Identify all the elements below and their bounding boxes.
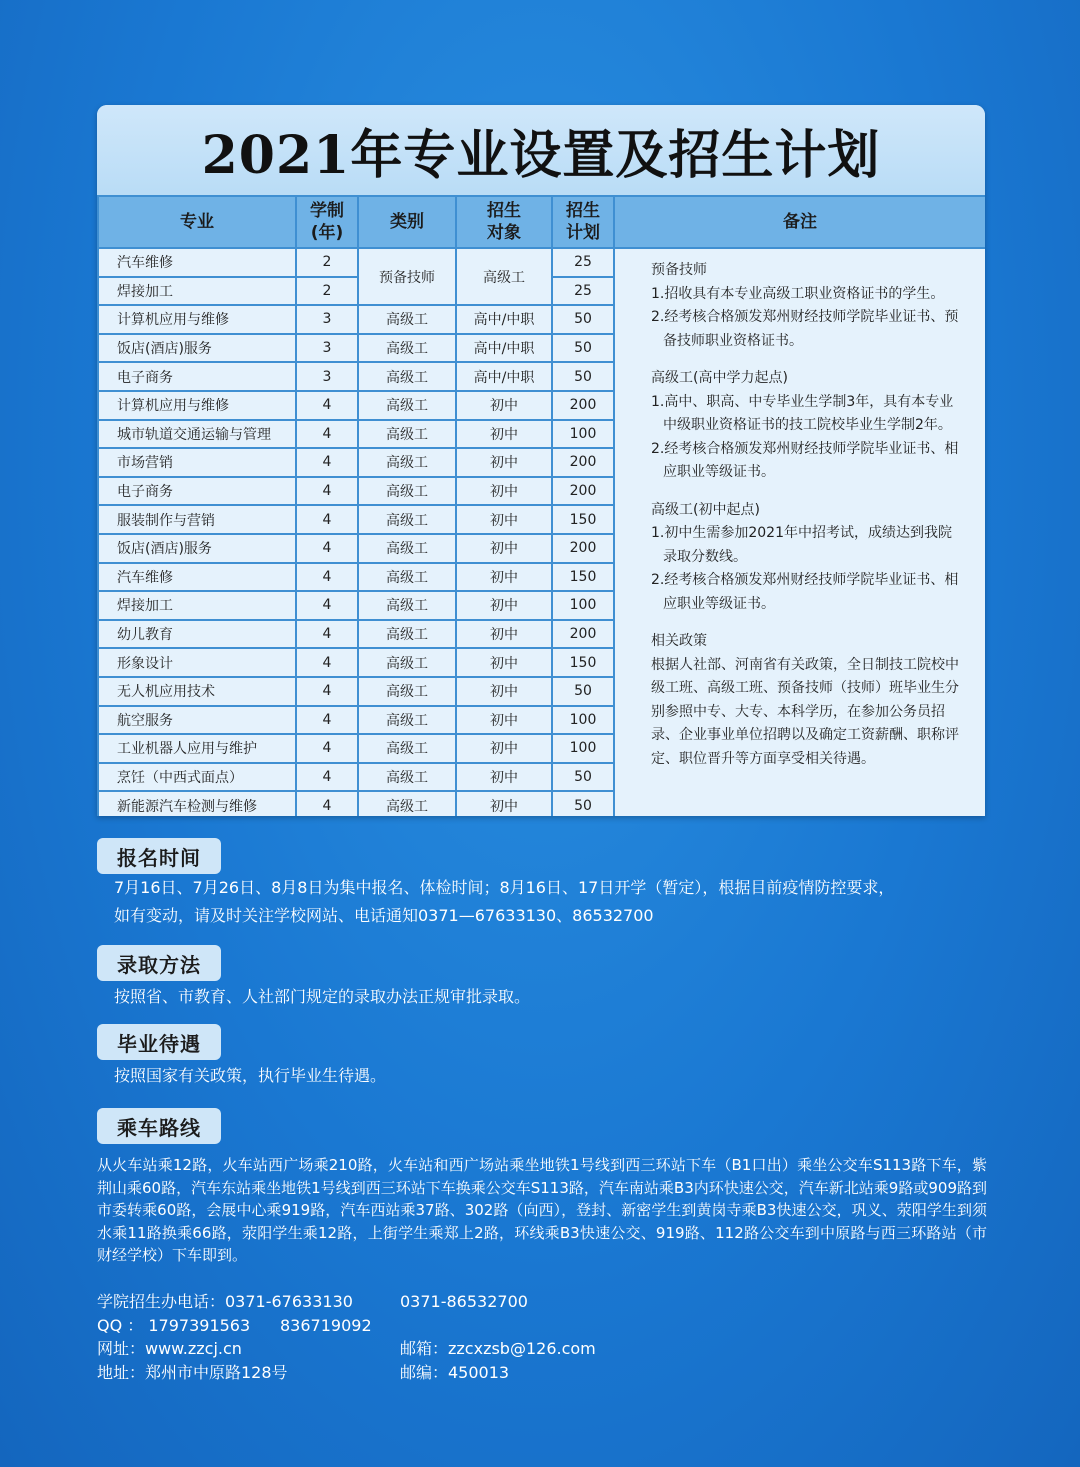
graduation-text: 按照国家有关政策，执行毕业生待遇。 xyxy=(114,1066,387,1085)
note-heading: 高级工(初中起点) xyxy=(651,501,760,518)
contact-info xyxy=(97,1290,596,1384)
cell-category: 高级工 xyxy=(358,591,456,620)
cell-duration: 2 xyxy=(296,248,358,277)
cell-duration: 3 xyxy=(296,362,358,391)
cell-quota: 25 xyxy=(552,277,614,306)
cell-target: 初中 xyxy=(456,563,552,592)
cell-category: 高级工 xyxy=(358,791,456,816)
note-item: 1.高中、职高、中专毕业生学制3年，具有本专业中级职业资格证书的技工院校毕业生学制2年。 xyxy=(651,393,954,433)
cell-category: 高级工 xyxy=(358,706,456,735)
registration-line-2: 如有变动，请及时关注学校网站、电话通知0371—67633130、86532700 xyxy=(114,906,654,925)
cell-target: 初中 xyxy=(456,391,552,420)
cell-quota: 200 xyxy=(552,391,614,420)
cell-category: 高级工 xyxy=(358,391,456,420)
cell-category: 高级工 xyxy=(358,362,456,391)
cell-major: 烹饪（中西式面点） xyxy=(98,763,296,792)
header-major: 专业 xyxy=(98,196,296,248)
admission-label: 录取方法 xyxy=(97,945,221,981)
cell-duration: 4 xyxy=(296,391,358,420)
table-row xyxy=(98,248,985,277)
cell-major: 电子商务 xyxy=(98,477,296,506)
cell-target: 初中 xyxy=(456,763,552,792)
note-item: 2.经考核合格颁发郑州财经技师学院毕业证书、相应职业等级证书。 xyxy=(651,572,959,612)
cell-category: 高级工 xyxy=(358,477,456,506)
cell-major: 形象设计 xyxy=(98,648,296,677)
cell-duration: 4 xyxy=(296,734,358,763)
header-notes: 备注 xyxy=(614,196,985,248)
cell-quota: 100 xyxy=(552,591,614,620)
notes-cell xyxy=(614,248,985,816)
cell-target: 初中 xyxy=(456,677,552,706)
header-category: 类别 xyxy=(358,196,456,248)
cell-quota: 200 xyxy=(552,477,614,506)
cell-duration: 2 xyxy=(296,277,358,306)
cell-duration: 4 xyxy=(296,620,358,649)
cell-quota: 25 xyxy=(552,248,614,277)
cell-duration: 3 xyxy=(296,334,358,363)
enrollment-table xyxy=(97,195,985,816)
admissions-phone: 学院招生办电话：0371-67633130 xyxy=(97,1292,353,1311)
cell-major: 焊接加工 xyxy=(98,277,296,306)
qq-number-2: 836719092 xyxy=(280,1315,372,1335)
cell-major: 无人机应用技术 xyxy=(98,677,296,706)
cell-target: 初中 xyxy=(456,734,552,763)
cell-major: 幼儿教育 xyxy=(98,620,296,649)
cell-major: 市场营销 xyxy=(98,448,296,477)
cell-category: 高级工 xyxy=(358,305,456,334)
cell-duration: 4 xyxy=(296,420,358,449)
postcode: 邮编：450013 xyxy=(400,1362,510,1382)
cell-category: 高级工 xyxy=(358,734,456,763)
cell-target: 高级工 xyxy=(456,248,552,305)
route-label: 乘车路线 xyxy=(97,1108,221,1144)
cell-major: 新能源汽车检测与维修 xyxy=(98,791,296,816)
cell-target: 高中/中职 xyxy=(456,362,552,391)
cell-quota: 150 xyxy=(552,648,614,677)
cell-major: 汽车维修 xyxy=(98,563,296,592)
registration-label: 报名时间 xyxy=(97,838,221,874)
cell-quota: 50 xyxy=(552,763,614,792)
cell-target: 初中 xyxy=(456,420,552,449)
cell-category: 预备技师 xyxy=(358,248,456,305)
table-header-row xyxy=(98,196,985,248)
cell-major: 电子商务 xyxy=(98,362,296,391)
cell-quota: 200 xyxy=(552,620,614,649)
cell-target: 初中 xyxy=(456,534,552,563)
email: 邮箱：zzcxzsb@126.com xyxy=(400,1339,596,1358)
cell-quota: 50 xyxy=(552,305,614,334)
cell-category: 高级工 xyxy=(358,677,456,706)
note-item: 根据人社部、河南省有关政策，全日制技工院校中级工班、高级工班、预备技师（技师）班毕业生分别参照中专、大专、本科学历，在参加公务员招录、企业事业单位招聘以及确定工资薪酬、职称评定、职位晋升等方面享受相关待遇。 xyxy=(651,656,959,767)
website: 网址：www.zzcj.cn xyxy=(97,1339,242,1358)
route-text: 从火车站乘12路，火车站西广场乘210路，火车站和西广场站乘坐地铁1号线到西三环站下车（B1口出）乘坐公交车S113路下车，紫荆山乘60路，汽车东站乘坐地铁1号线到西三环站下车换乘公交车S113路，汽车南站乘B3内环快速公交，汽车新北站乘9路或909路到市委转乘60路，会展中心乘919路，汽车西站乘37路、302路（向西），登封、新密学生到黄岗寺乘B3快速公交，巩义、荥阳学生到须水乘11路换乘66路，荥阳学生乘12路，上街学生乘郑上2路，环线乘B3快速公交、919路、112路公交车到中原路与西三环路站（市财经学校）下车即到。 xyxy=(97,1156,987,1264)
registration-text xyxy=(114,874,894,930)
cell-duration: 4 xyxy=(296,477,358,506)
cell-quota: 100 xyxy=(552,706,614,735)
cell-quota: 50 xyxy=(552,334,614,363)
cell-target: 高中/中职 xyxy=(456,334,552,363)
cell-quota: 150 xyxy=(552,563,614,592)
cell-target: 高中/中职 xyxy=(456,305,552,334)
cell-target: 初中 xyxy=(456,477,552,506)
cell-category: 高级工 xyxy=(358,334,456,363)
registration-line-1: 7月16日、7月26日、8月8日为集中报名、体检时间；8月16日、17日开学（暂定），根据目前疫情防控要求， xyxy=(114,878,895,897)
note-heading: 高级工(高中学力起点) xyxy=(651,370,788,386)
cell-category: 高级工 xyxy=(358,620,456,649)
cell-target: 初中 xyxy=(456,706,552,735)
cell-quota: 100 xyxy=(552,734,614,763)
cell-target: 初中 xyxy=(456,791,552,816)
cell-major: 饭店(酒店)服务 xyxy=(98,534,296,563)
cell-major: 饭店(酒店)服务 xyxy=(98,334,296,363)
cell-major: 工业机器人应用与维护 xyxy=(98,734,296,763)
cell-quota: 50 xyxy=(552,362,614,391)
cell-quota: 200 xyxy=(552,534,614,563)
cell-major: 计算机应用与维修 xyxy=(98,305,296,334)
graduation-label: 毕业待遇 xyxy=(97,1024,221,1060)
address: 地址：郑州市中原路128号 xyxy=(97,1362,288,1382)
cell-duration: 4 xyxy=(296,791,358,816)
cell-major: 城市轨道交通运输与管理 xyxy=(98,420,296,449)
cell-quota: 200 xyxy=(552,448,614,477)
cell-target: 初中 xyxy=(456,620,552,649)
cell-duration: 4 xyxy=(296,648,358,677)
cell-target: 初中 xyxy=(456,505,552,534)
header-target: 招生 对象 xyxy=(456,196,552,248)
cell-target: 初中 xyxy=(456,448,552,477)
cell-category: 高级工 xyxy=(358,563,456,592)
cell-category: 高级工 xyxy=(358,534,456,563)
cell-major: 汽车维修 xyxy=(98,248,296,277)
cell-category: 高级工 xyxy=(358,505,456,534)
cell-quota: 100 xyxy=(552,420,614,449)
cell-quota: 50 xyxy=(552,677,614,706)
cell-duration: 4 xyxy=(296,677,358,706)
cell-target: 初中 xyxy=(456,648,552,677)
note-item: 2.经考核合格颁发郑州财经技师学院毕业证书、相应职业等级证书。 xyxy=(651,440,959,480)
admissions-phone-2: 0371-86532700 xyxy=(400,1292,528,1311)
cell-quota: 50 xyxy=(552,791,614,816)
qq-number: QQ ： 1797391563 xyxy=(97,1315,251,1335)
note-item: 1.招收具有本专业高级工职业资格证书的学生。 xyxy=(651,285,945,302)
note-heading: 相关政策 xyxy=(651,633,707,649)
cell-duration: 4 xyxy=(296,563,358,592)
enrollment-plan-card xyxy=(97,105,985,816)
cell-duration: 4 xyxy=(296,534,358,563)
cell-duration: 4 xyxy=(296,591,358,620)
cell-major: 航空服务 xyxy=(98,706,296,735)
page-title: 2021年专业设置及招生计划 xyxy=(97,105,985,195)
cell-major: 计算机应用与维修 xyxy=(98,391,296,420)
note-heading: 预备技师 xyxy=(651,262,707,278)
cell-quota: 150 xyxy=(552,505,614,534)
note-item: 1.初中生需参加2021年中招考试，成绩达到我院录取分数线。 xyxy=(651,525,952,565)
cell-duration: 4 xyxy=(296,706,358,735)
cell-duration: 4 xyxy=(296,763,358,792)
admission-text: 按照省、市教育、人社部门规定的录取办法正规审批录取。 xyxy=(114,987,531,1006)
header-quota: 招生 计划 xyxy=(552,196,614,248)
cell-category: 高级工 xyxy=(358,420,456,449)
note-item: 2.经考核合格颁发郑州财经技师学院毕业证书、预备技师职业资格证书。 xyxy=(651,309,959,349)
cell-category: 高级工 xyxy=(358,648,456,677)
cell-duration: 3 xyxy=(296,305,358,334)
cell-target: 初中 xyxy=(456,591,552,620)
cell-major: 焊接加工 xyxy=(98,591,296,620)
cell-category: 高级工 xyxy=(358,763,456,792)
cell-duration: 4 xyxy=(296,505,358,534)
header-duration: 学制 (年) xyxy=(296,196,358,248)
cell-major: 服装制作与营销 xyxy=(98,505,296,534)
cell-category: 高级工 xyxy=(358,448,456,477)
cell-duration: 4 xyxy=(296,448,358,477)
